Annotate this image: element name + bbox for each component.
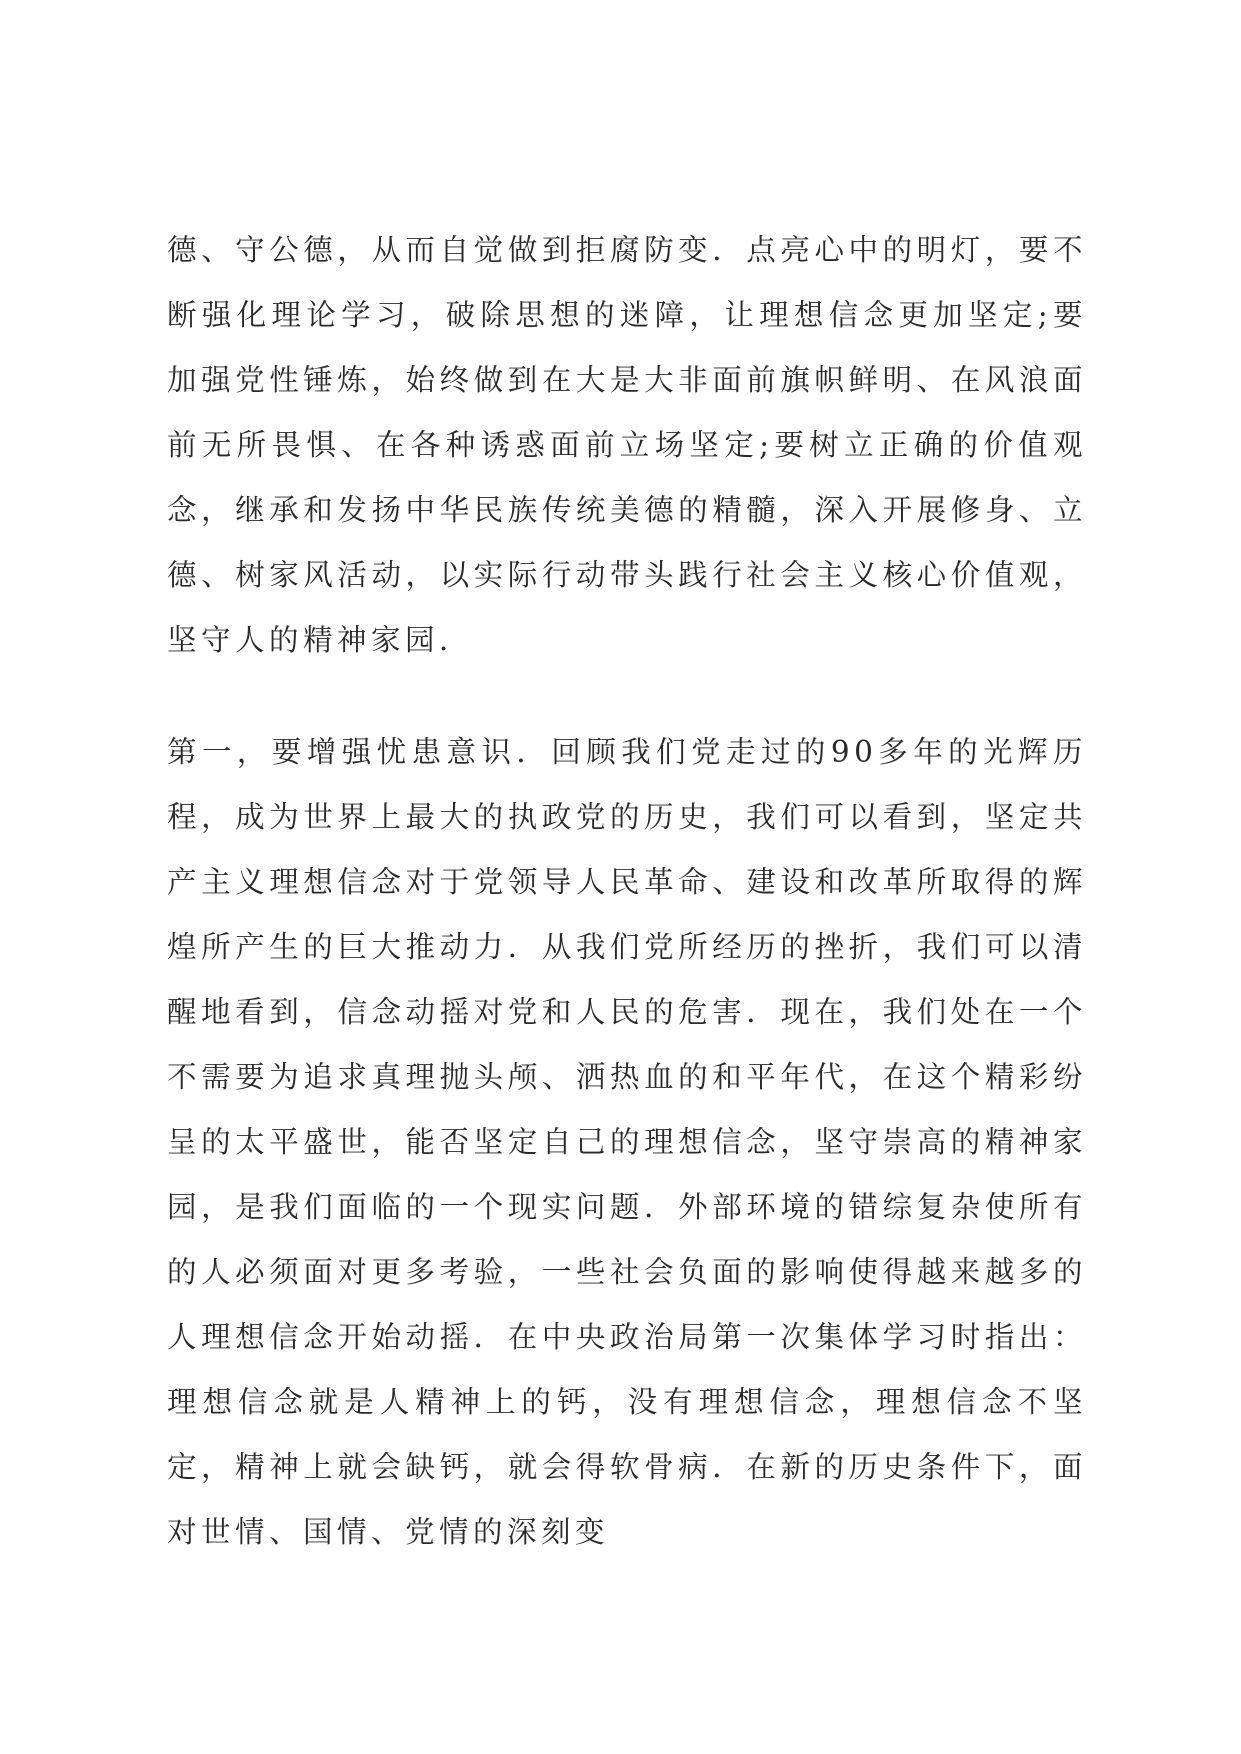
body-paragraph: 第一，要增强忧患意识．回顾我们党走过的90多年的光辉历程，成为世界上最大的执政党的历史，我们可以看到，坚定共产主义理想信念对于党领导人民革命、建设和改革所取得的辉煌所产生的巨大推动力．从我们党所经历的挫折，我们可以清醒地看到，信念动摇对党和人民的危害．现在，我们处在一个不需要为追求真理抛头颅、洒热血的和平年代，在这个精彩纷呈的太平盛世，能否坚定自己的理想信念，坚守崇高的精神家园，是我们面临的一个现实问题．外部环境的错综复杂使所有的人必须面对更多考验，一些社会负面的影响使得越来越多的人理想信念开始动摇．在中央政治局第一次集体学习时指出：理想信念就是人精神上的钙，没有理想信念，理想信念不坚定，精神上就会缺钙，就会得软骨病．在新的历史条件下，面对世情、国情、党情的深刻变 [167,735,1087,1549]
body-paragraph: 德、守公德，从而自觉做到拒腐防变．点亮心中的明灯，要不断强化理论学习，破除思想的迷障，让理想信念更加坚定;要加强党性锤炼，始终做到在大是大非面前旗帜鲜明、在风浪面前无所畏惧、在各种诱惑面前立场坚定;要树立正确的价值观念，继承和发扬中华民族传统美德的精髓，深入开展修身、立德、树家风活动，以实际行动带头践行社会主义核心价值观，坚守人的精神家园． [167,233,1087,657]
